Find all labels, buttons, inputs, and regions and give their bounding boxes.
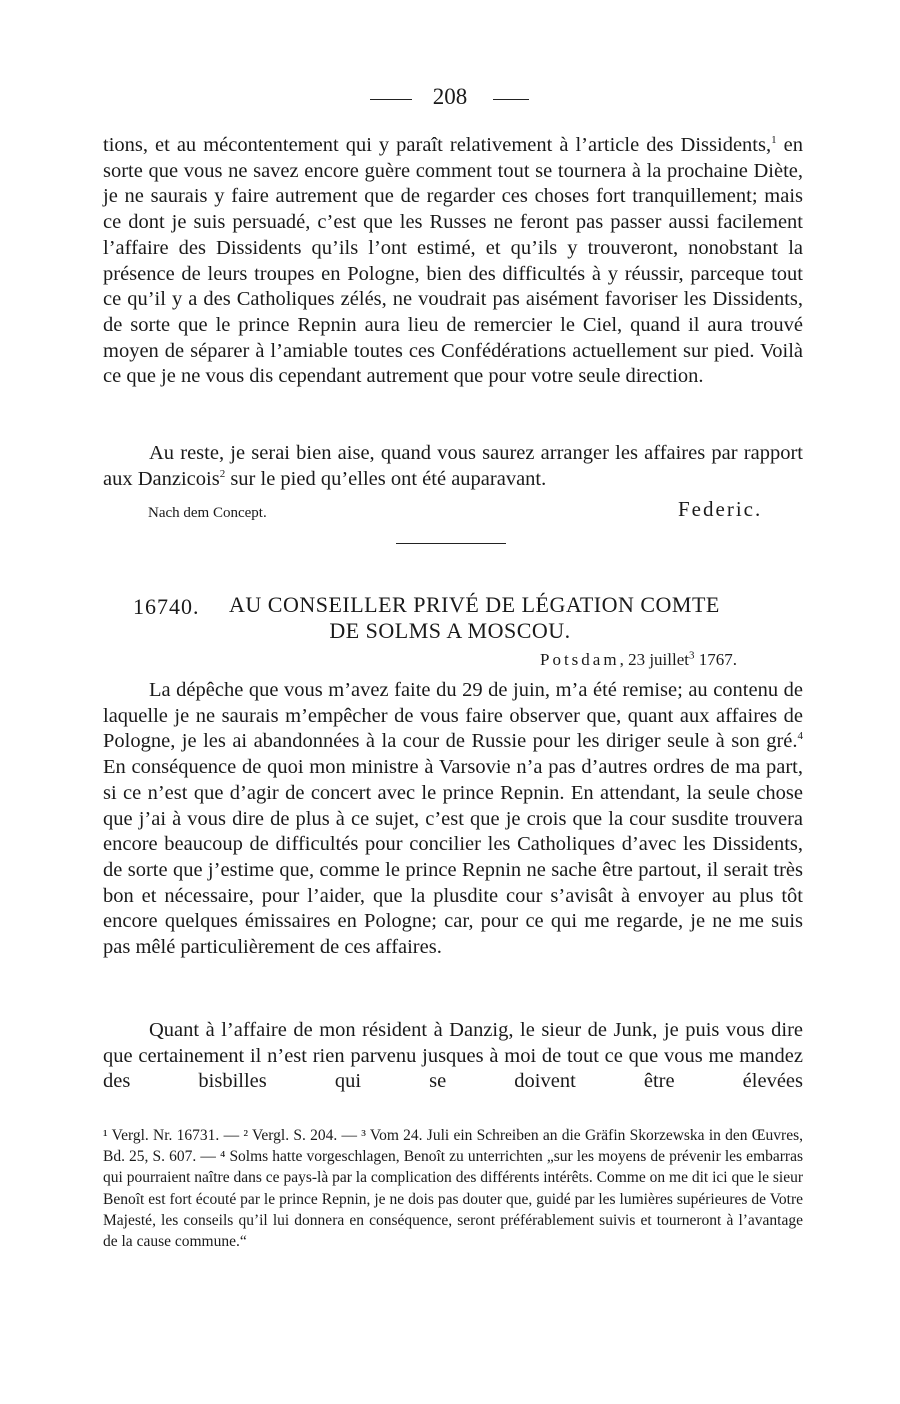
paragraph-continued xyxy=(103,133,803,390)
paragraph xyxy=(103,441,803,492)
page-header xyxy=(0,84,900,114)
footnote-ref: 3 xyxy=(688,649,695,662)
footnote-ref: 1 xyxy=(771,134,777,147)
header-rule-right xyxy=(493,99,529,100)
letter-title-line2: DE SOLMS A MOSCOU. xyxy=(329,618,571,643)
paragraph-text: tions, et au mécontentement qui y paraît relativement à l’article des Dissidents, xyxy=(103,134,772,156)
paragraph-text: En conséquence de quoi mon ministre à Varsovie n’a pas d’autres ordres de ma part, si ce n’est que d’agir de concert avec le prince Repnin. En attendant, la seule chose que j’ai à vous dire de plus à ce sujet, c’est que je crois que la cour susdite trouvera encore beaucoup de difficultés pour concilier les Catholiques d’avec les Dissidents, de sorte que j’estime que, comme le prince Repnin ne sache être partout, il serait très bon et nécessaire, pour l’aider, que la plusdite cour s’avisât à envoyer au plus tôt encore quelques émissaires en Pologne; car, pour ce qui me regarde, je ne me suis pas mêlé particulièrement de ces affaires. xyxy=(103,756,803,959)
paragraph-text: La dépêche que vous m’avez faite du 29 de juin, m’a été remise; au contenu de laquelle je ne saurais m’empêcher de vous faire observer que, quant aux affaires de Pologne, je les ai abandonnées à la cour de Russie pour les diriger seule à son gré. xyxy=(103,679,803,753)
footnote-ref: 2 xyxy=(219,467,226,480)
source-note: Nach dem Concept. xyxy=(148,505,267,521)
paragraph xyxy=(103,678,803,961)
date-text: , 23 juillet xyxy=(619,650,689,669)
letter-title-line1: AU CONSEILLER PRIVÉ DE LÉGATION COMTE xyxy=(229,592,720,617)
footnote-text: ¹ Vergl. Nr. 16731. — ² Vergl. S. 204. — ³ Vom 24. Juli ein Schreiben an die Gräfin Skorzewska in den Œuvres, Bd. 25, S. 607. — ⁴ Solms hatte vorgeschlagen, Benoît zu unterrichten „sur les moyens de prévenir les embarras qui pourraient naître dans ce pays-là par la complication des différents intérêts. Comme on me dit ici que le sieur Benoît est fort écouté par le prince Repnin, je ne dois pas douter que, guidé par les lumières supérieures de Votre Majesté, les conseils qu’il lui donnera en conséquence, seront préférablement suivis et tourneront à l’avantage de la cause commune.“ xyxy=(103,1127,803,1251)
paragraph-text: sur le pied qu’elles ont été auparavant. xyxy=(225,467,547,490)
section-separator xyxy=(396,543,506,544)
paragraph-text: Quant à l’affaire de mon résident à Danzig, le sieur de Junk, je puis vous dire que certainement il n’est rien parvenu jusques à moi de tout ce que vous me mandez des bisbilles qui se doivent être élevées xyxy=(103,1019,803,1093)
paragraph-text: en sorte que vous ne savez encore guère comment tout se tournera à la prochaine Diète, je ne saurais y faire autrement que de regarder ces choses fort tranquillement; mais ce dont je suis persuadé, c’est que les Russes ne feront pas passer aussi facilement l’affaire des Dissidents qu’ils l’ont estimé, et qu’ils y trouveront, nonobstant la présence de leurs troupes en Pologne, bien des difficultés à y réussir, parceque tout ce qu’il y a des Catholiques zélés, ne voudrait pas aisément favoriser les Dissidents, de sorte que le prince Repnin aura lieu de remercier le Ciel, quand il aura trouvé moyen de séparer à l’amiable toutes ces Confédérations actuellement sur pied. Voilà ce que je ne vous dis cependant autrement que pour votre seule direction. xyxy=(103,134,803,388)
date-year: 1767. xyxy=(694,650,737,669)
paragraph xyxy=(103,1018,803,1095)
page-number: 208 xyxy=(432,84,468,109)
letter-number: 16740. xyxy=(133,594,200,619)
dateline xyxy=(540,650,737,670)
footnotes xyxy=(103,1125,803,1252)
date-place: Potsdam xyxy=(540,650,620,669)
signature: Federic. xyxy=(678,497,763,521)
paragraph-text: Au reste, je serai bien aise, quand vous saurez arranger les affaires par rapport aux Danzicois xyxy=(103,442,803,490)
footnote-ref: 4 xyxy=(797,730,803,743)
